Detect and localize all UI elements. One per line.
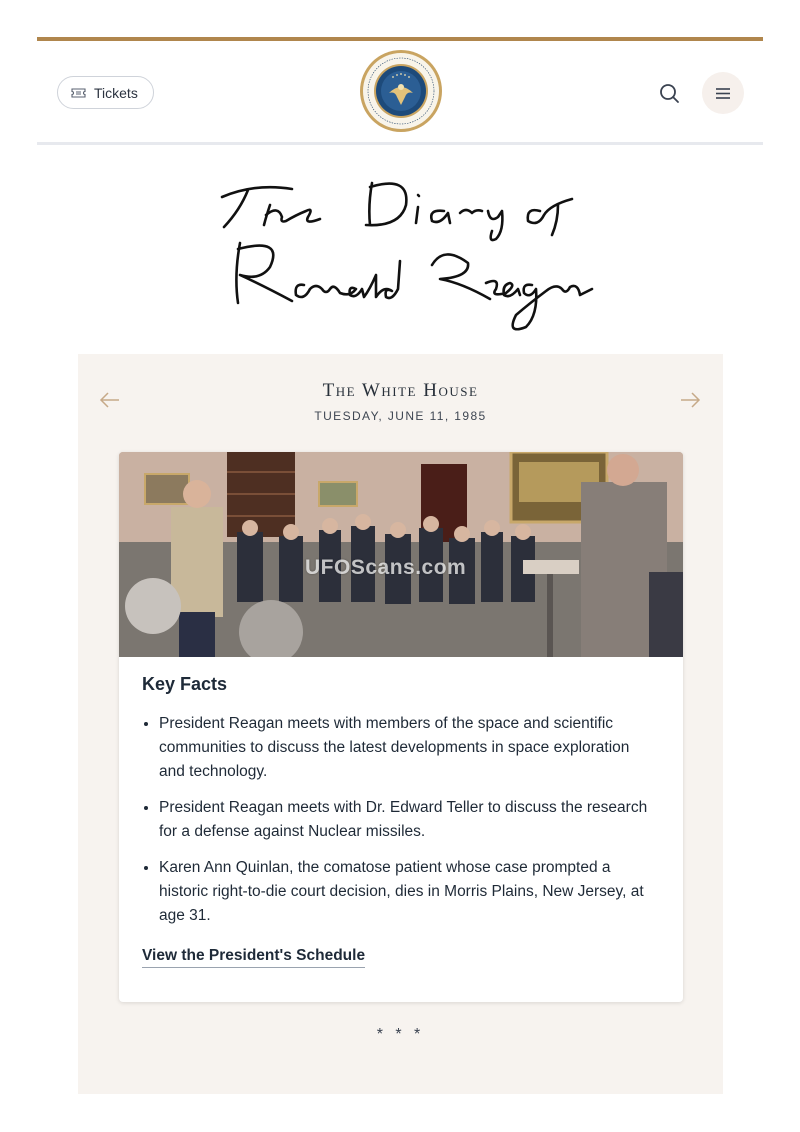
key-facts-title: Key Facts — [142, 674, 228, 694]
photo-watermark: UFOScans.com — [305, 556, 467, 579]
ticket-icon — [71, 87, 86, 99]
key-facts-list — [159, 712, 659, 940]
list-item: • Karen Ann Quinlan, the comatose patient whose case prompted a historic right-to-die court decision, dies in Morris Plains, New Jersey, at age 31. — [159, 856, 659, 928]
entry-location: The White House — [322, 380, 479, 401]
menu-icon — [715, 87, 731, 100]
meeting-photo — [119, 452, 683, 657]
diary-entry-panel — [78, 354, 723, 1094]
arrow-right-icon[interactable] — [678, 388, 702, 412]
section-separator: * * * — [376, 1026, 425, 1043]
menu-button[interactable] — [702, 72, 744, 114]
tickets-label: Tickets — [94, 84, 138, 101]
entry-date: TUESDAY, JUNE 11, 1985 — [314, 409, 487, 423]
tickets-button[interactable] — [57, 76, 154, 109]
key-facts-card — [119, 452, 683, 1002]
handwritten-diary-title — [200, 165, 600, 340]
site-header — [37, 41, 763, 145]
foundation-seal-logo[interactable] — [359, 49, 443, 133]
search-icon[interactable] — [657, 81, 683, 107]
view-schedule-link[interactable]: View the President's Schedule — [142, 947, 365, 968]
list-item: • President Reagan meets with Dr. Edward Teller to discuss the research for a defense against Nuclear missiles. — [159, 796, 659, 844]
list-item: • President Reagan meets with members of the space and scientific communities to discuss the latest developments in space exploration and technology. — [159, 712, 659, 784]
